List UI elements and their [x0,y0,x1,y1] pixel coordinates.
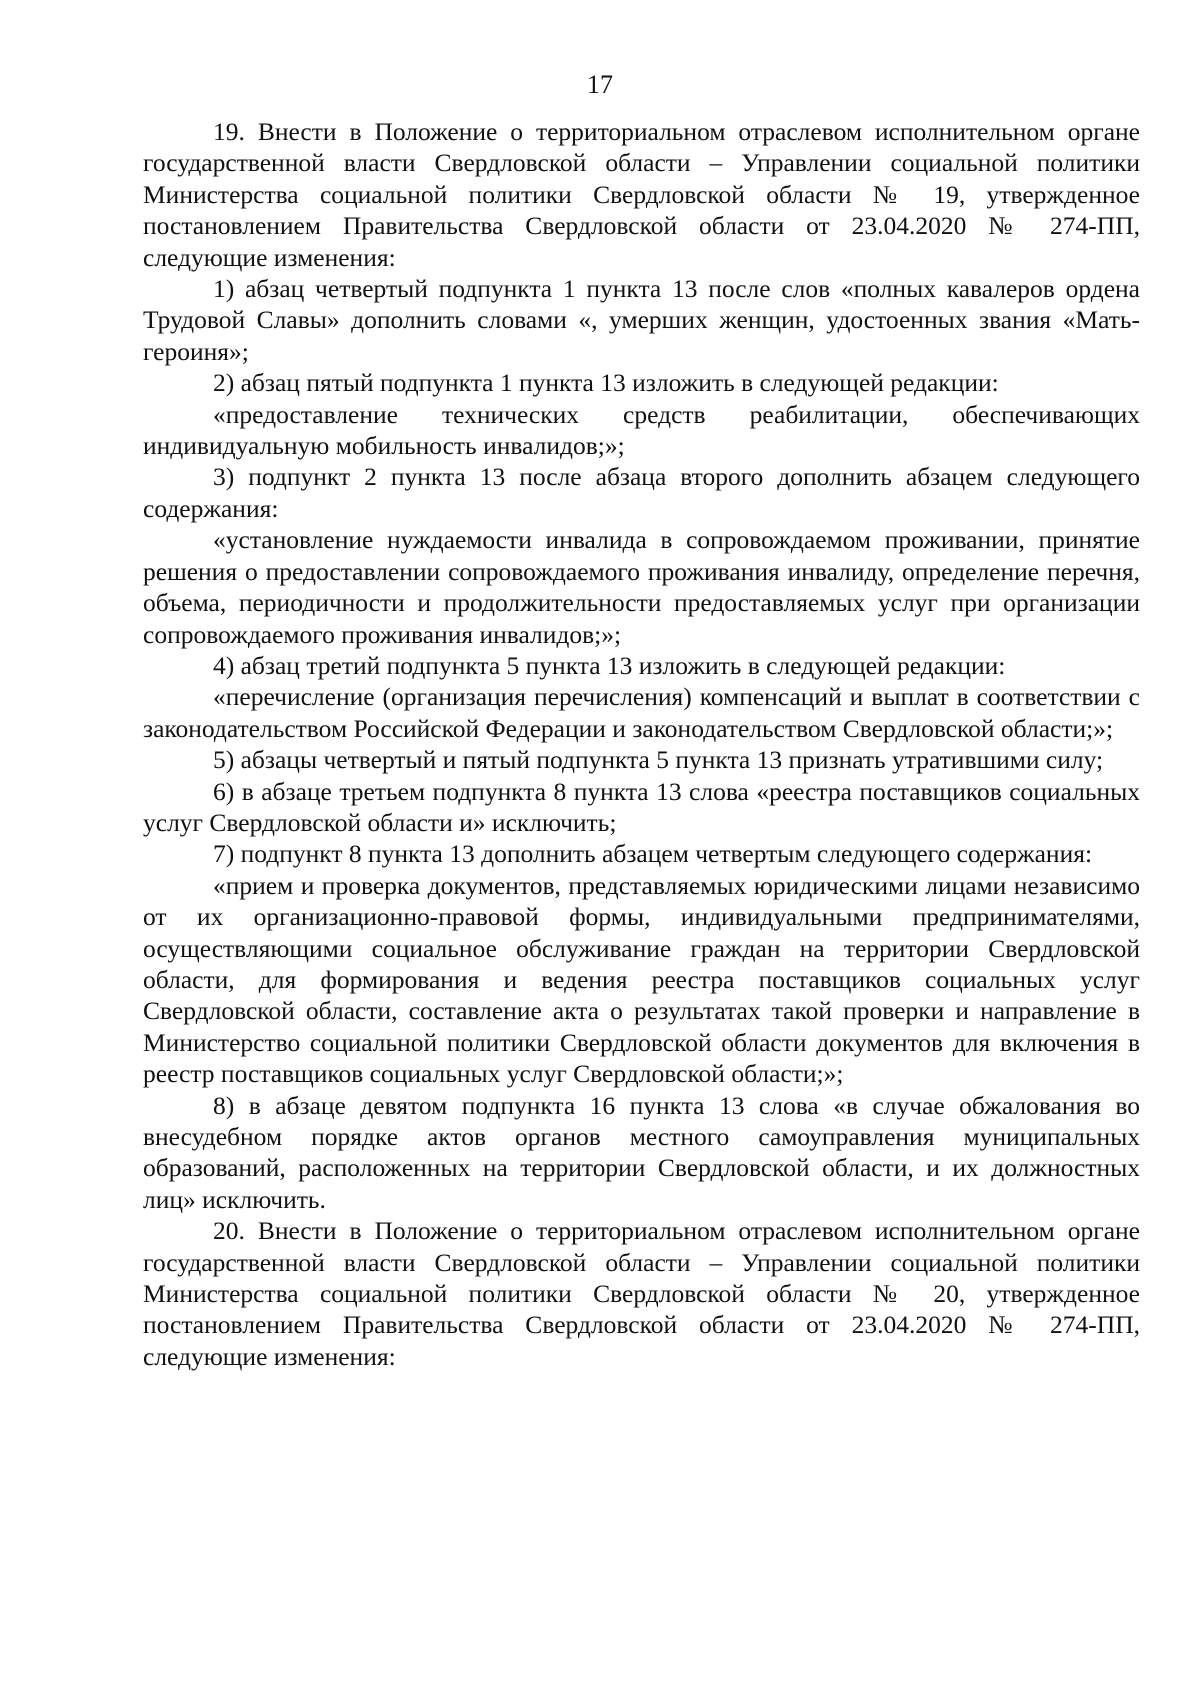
paragraph-subitem-7: 7) подпункт 8 пункта 13 дополнить абзацем четвертым следующего содержания: [213,839,1093,869]
paragraph-quote: «прием и проверка документов, представляемых юридическими лицами независимо от их организационно-правовой формы, индивидуальными предпринимателями, осуществляющими социальное обслуживание граждан на территории Свердловской области, для формирования и ведения реестра поставщиков социальных услуг Свердловской области, составление акта о результатах такой проверки и направление в Министерство социальной политики Свердловской области документов для включения в реестр поставщиков социальных услуг Свердловской области;»; [143,870,1140,1089]
paragraph-quote: «установление нуждаемости инвалида в сопровождаемом проживании, принятие решения о предоставлении сопровождаемого проживания инвалиду, определение перечня, объема, периодичности и продолжительности предоставляемых услуг при организации сопровождаемого проживания инвалидов;»; [143,525,1140,649]
paragraph-subitem-8: 8) в абзаце девятом подпункта 16 пункта 13 слова «в случае обжалования во внесудебном порядке актов органов местного самоуправления муниципальных образований, расположенных на территории Свердловской области, и их должностных лиц» исключить. [143,1090,1140,1214]
page-number: 17 [587,70,613,99]
paragraph-quote: «предоставление технических средств реабилитации, обеспечивающих индивидуальную мобильность инвалидов;»; [143,399,1140,461]
paragraph-subitem-6: 6) в абзаце третьем подпункта 8 пункта 13 слова «реестра поставщиков социальных услуг Свердловской области и» исключить; [143,776,1140,837]
paragraph-item-20: 20. Внести в Положение о территориальном отраслевом исполнительном органе государственной власти Свердловской области – Управлении социальной политики Министерства социальной политики Свердловской области № 20, утвержденное постановлением Правительства Свердловской области от 23.04.2020 № 274-ПП, следующие изменения: [143,1216,1140,1371]
paragraph-subitem-5: 5) абзацы четвертый и пятый подпункта 5 пункта 13 признать утратившими силу; [213,745,1104,775]
paragraph-subitem-1: 1) абзац четвертый подпункта 1 пункта 13 после слов «полных кавалеров ордена Трудовой Славы» дополнить словами «, умерших женщин, удостоенных звания «Мать-героиня»; [143,274,1140,366]
paragraph-quote: «перечисление (организация перечисления) компенсаций и выплат в соответствии с законодательством Российской Федерации и законодательством Свердловской области;»; [143,682,1140,743]
paragraph-subitem-2: 2) абзац пятый подпункта 1 пункта 13 изложить в следующей редакции: [213,368,999,398]
paragraph-subitem-3: 3) подпункт 2 пункта 13 после абзаца второго дополнить абзацем следующего содержания: [143,462,1140,523]
paragraph-subitem-4: 4) абзац третий подпункта 5 пункта 13 изложить в следующей редакции: [213,650,1006,680]
paragraph-item-19: 19. Внести в Положение о территориальном отраслевом исполнительном органе государственной власти Свердловской области – Управлении социальной политики Министерства социальной политики Свердловской области № 19, утвержденное постановлением Правительства Свердловской области от 23.04.2020 № 274-ПП, следующие изменения: [143,117,1140,272]
document-body [143,116,1140,1372]
